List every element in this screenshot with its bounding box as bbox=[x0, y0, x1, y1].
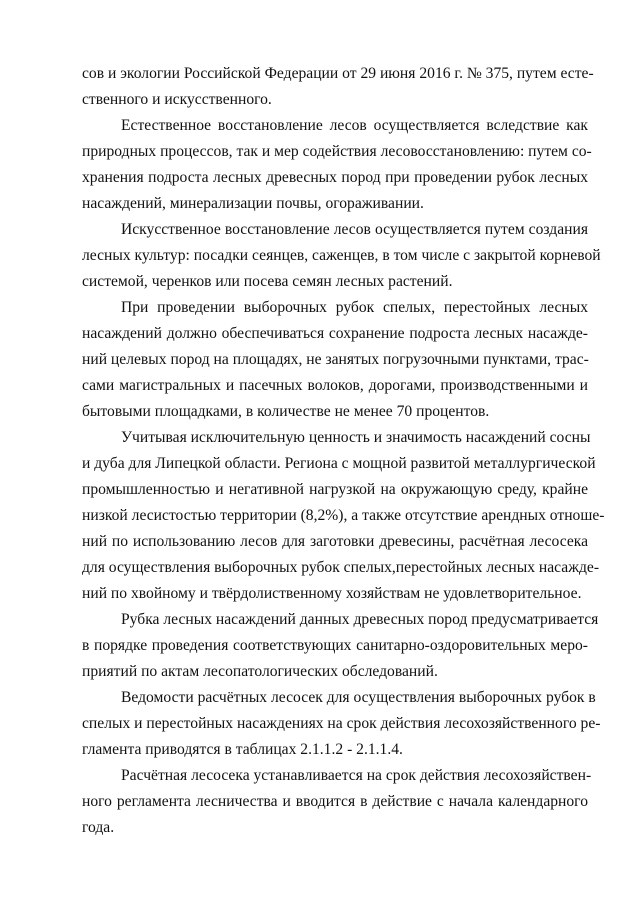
text-line: сов и экологии Российской Федерации от 29 июня 2016 г. № 375, путем есте- bbox=[82, 65, 594, 82]
paragraph-first-line: При проведении выборочных рубок спелых, перестойных лесных bbox=[121, 299, 588, 316]
text-line: для осуществления выборочных рубок спелых,перестойных лесных насажде- bbox=[82, 559, 600, 576]
paragraph-first-line: Рубка лесных насаждений данных древесных пород предусматривается bbox=[121, 611, 599, 628]
text-line: и дуба для Липецкой области. Региона с мощной развитой металлургической bbox=[82, 455, 596, 472]
paragraph-first-line: Расчётная лесосека устанавливается на срок действия лесохозяйствен- bbox=[121, 767, 592, 784]
text-line: гламента приводятся в таблицах 2.1.1.2 - 2.1.1.4. bbox=[82, 741, 403, 758]
text-line: насаждений должно обеспечиваться сохранение подроста лесных насажде- bbox=[82, 325, 588, 342]
paragraph-first-line: Ведомости расчётных лесосек для осуществления выборочных рубок в bbox=[121, 689, 596, 706]
text-line: промышленностью и негативной нагрузкой на окружающую среду, крайне bbox=[82, 481, 588, 498]
paragraph-first-line: Учитывая исключительную ценность и значимость насаждений сосны bbox=[121, 429, 591, 446]
text-line: ного регламента лесничества и вводится в действие с начала календарного bbox=[82, 793, 588, 810]
text-line: ственного и искусственного. bbox=[82, 91, 272, 108]
text-line: в порядке проведения соответствующих санитарно-оздоровительных меро- bbox=[82, 637, 588, 654]
text-line: сами магистральных и пасечных волоков, дорогами, производственными и bbox=[82, 377, 588, 394]
paragraph-first-line: Искусственное восстановление лесов осуществляется путем создания bbox=[121, 221, 588, 238]
text-line: системой, черенков или посева семян лесных растений. bbox=[82, 273, 453, 290]
text-line: ний по использованию лесов для заготовки древесины, расчётная лесосека bbox=[82, 533, 588, 550]
text-line: бытовыми площадками, в количестве не менее 70 процентов. bbox=[82, 403, 490, 420]
paragraph-first-line: Естественное восстановление лесов осуществляется вследствие как bbox=[121, 117, 588, 134]
text-line: приятий по актам лесопатологических обследований. bbox=[82, 663, 438, 680]
text-line: природных процессов, так и мер содействия лесовосстановлению: путем со- bbox=[82, 143, 592, 160]
text-line: спелых и перестойных насаждениях на срок действия лесохозяйственного ре- bbox=[82, 715, 601, 732]
text-line: года. bbox=[82, 819, 115, 836]
text-line: хранения подроста лесных древесных пород при проведении рубок лесных bbox=[82, 169, 588, 186]
text-line: насаждений, минерализации почвы, огораживании. bbox=[82, 195, 424, 212]
text-line: низкой лесистостью территории (8,2%), а также отсутствие арендных отноше- bbox=[82, 507, 605, 524]
text-line: ний целевых пород на площадях, не занятых погрузочными пунктами, трас- bbox=[82, 351, 589, 368]
text-line: ний по хвойному и твёрдолиственному хозяйствам не удовлетворительное. bbox=[82, 585, 582, 602]
text-line: лесных культур: посадки сеянцев, саженцев, в том числе с закрытой корневой bbox=[82, 247, 601, 264]
